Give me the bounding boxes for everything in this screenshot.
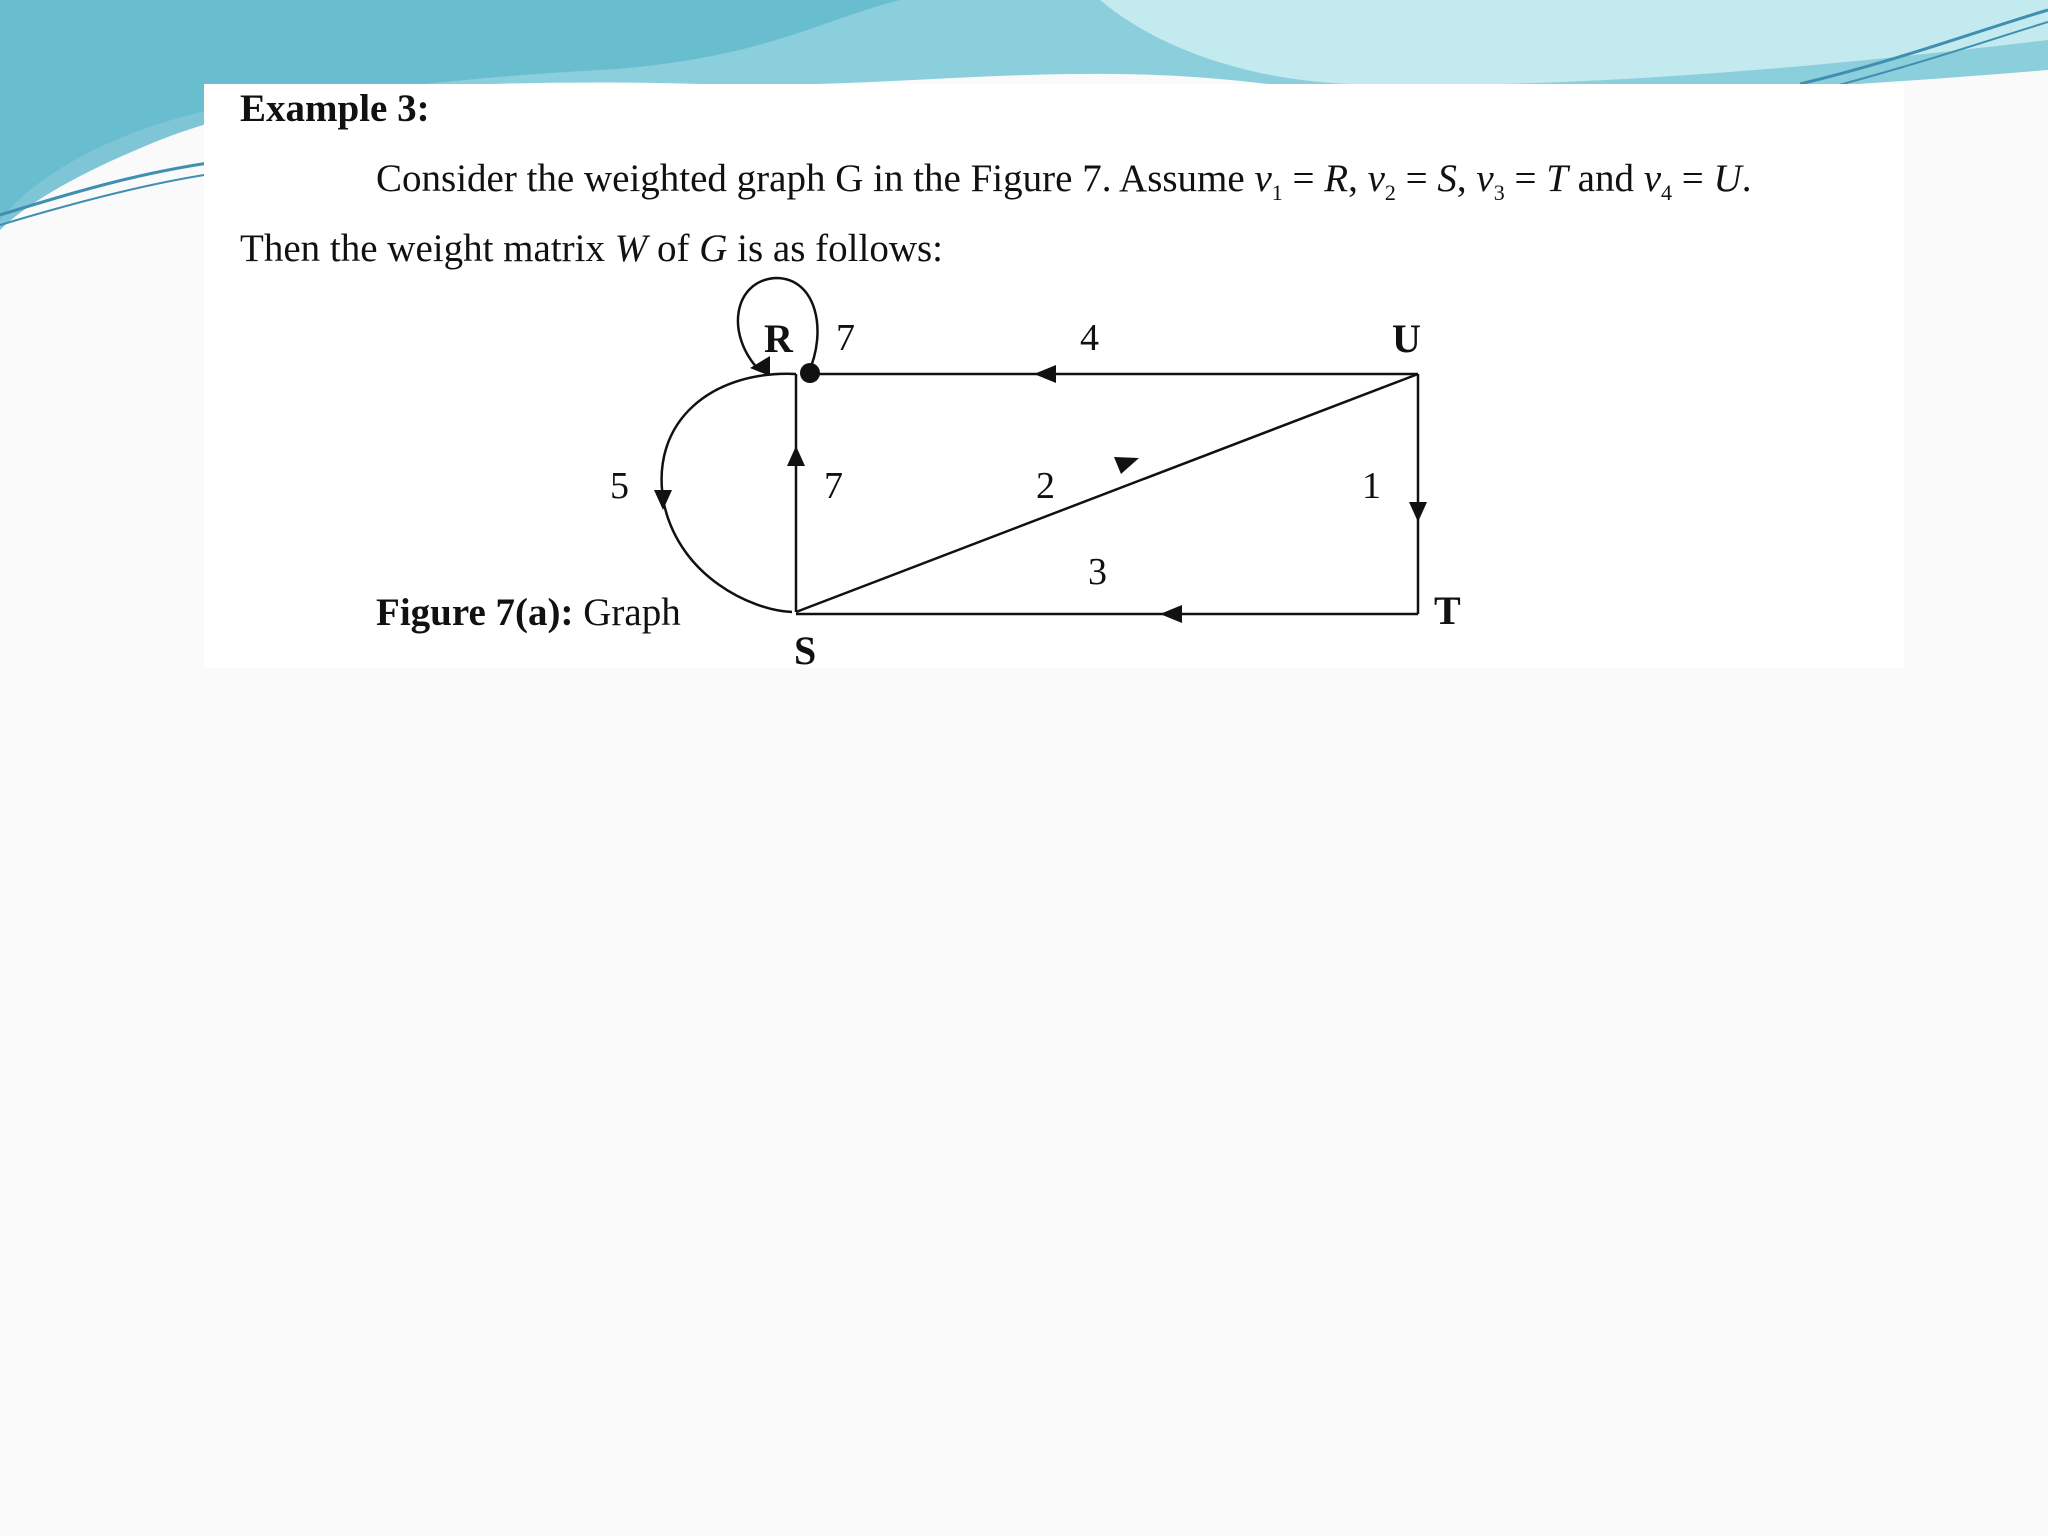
arrow-u-to-r	[1034, 365, 1056, 383]
weight-label-curve: 5	[610, 465, 629, 507]
arrow-s-to-u	[1114, 457, 1139, 474]
edge-r-s-curve	[662, 374, 796, 612]
vertex-label-u: U	[1392, 316, 1421, 361]
weight-label-s-u: 2	[1036, 465, 1055, 507]
example-content-image	[204, 84, 1904, 668]
example-paragraph-line-1: Consider the weighted graph G in the Figure 7. Assume $v_1 = R$, $v_2 = S$, $v_3 = T$ and $v_4 = U$.	[376, 157, 1752, 205]
weight-label-u-t: 1	[1362, 465, 1381, 507]
weight-label-t-s: 3	[1088, 551, 1107, 593]
vertex-label-r: R	[764, 316, 793, 361]
weight-label-loop-r: 7	[836, 317, 855, 359]
vertex-label-t: T	[1434, 588, 1461, 633]
figure-caption: Figure 7(a): Graph	[376, 591, 681, 634]
arrow-t-to-s	[1160, 605, 1182, 623]
example-paragraph-line-2: Then the weight matrix W of G is as follows:	[240, 227, 943, 270]
vertex-r-dot	[800, 363, 820, 383]
arrow-s-to-r	[787, 446, 805, 466]
edge-s-u	[796, 374, 1418, 612]
weight-label-u-r: 4	[1080, 317, 1099, 359]
example-heading: Example 3:	[240, 87, 430, 130]
weight-label-s-r: 7	[824, 465, 843, 507]
vertex-label-s: S	[794, 628, 817, 668]
arrow-u-to-t	[1409, 502, 1427, 522]
weighted-graph-figure	[204, 84, 1904, 668]
arrow-curve-r-to-s	[654, 490, 672, 510]
